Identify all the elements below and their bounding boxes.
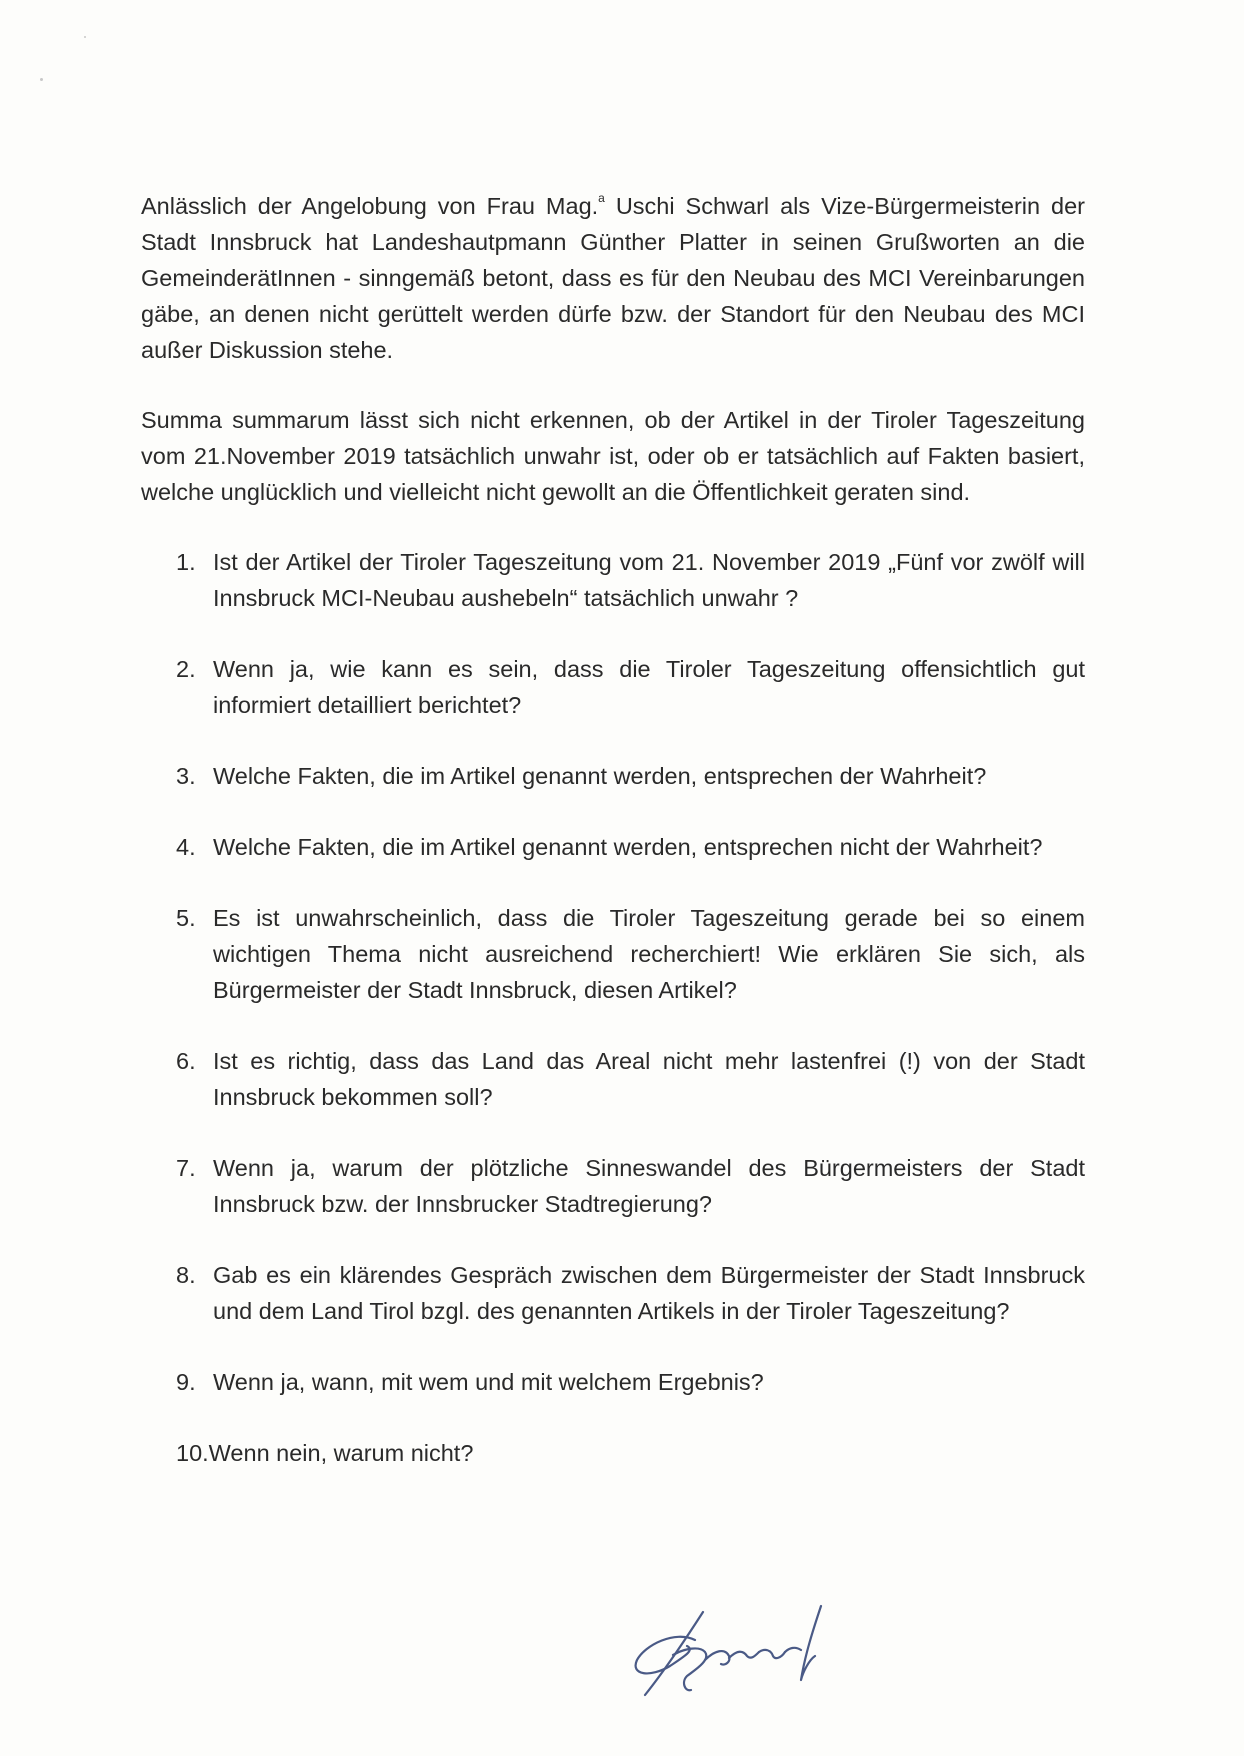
question-text: Welche Fakten, die im Artikel genannt werden, entsprechen nicht der Wahrheit?: [213, 834, 1043, 860]
question-number: 4.: [176, 834, 196, 860]
intro-text-end: Uschi Schwarl als Vize-Bürgermeisterin der Stadt Innsbruck hat Landeshautpmann Günther Platter in seinen Grußworten an die GemeinderätInnen - sinngemäß betont, dass es für den Neubau des MCI Vereinbarungen gäbe, an denen nicht gerüttelt werden dürfe bzw. der Standort für den Neubau des MCI außer Diskussion stehe.: [141, 193, 1085, 363]
question-item: [141, 1435, 1085, 1471]
question-text: Welche Fakten, die im Artikel genannt werden, entsprechen der Wahrheit?: [213, 763, 987, 789]
question-number: 1.: [176, 549, 196, 575]
scan-speck: [40, 78, 43, 81]
question-item: [141, 900, 1085, 1008]
intro-paragraph: [141, 188, 1085, 368]
question-text: Wenn ja, wie kann es sein, dass die Tiroler Tageszeitung offensichtlich gut informiert detailliert berichtet?: [213, 656, 1085, 718]
question-number: 2.: [176, 656, 196, 682]
question-text: Gab es ein klärendes Gespräch zwischen dem Bürgermeister der Stadt Innsbruck und dem Land Tirol bzgl. des genannten Artikels in der Tiroler Tageszeitung?: [213, 1262, 1085, 1324]
question-text: Wenn nein, warum nicht?: [208, 1440, 474, 1466]
intro-text-start: Anlässlich der Angelobung von Frau Mag.: [141, 193, 599, 219]
question-item: [141, 1150, 1085, 1222]
question-item: [141, 829, 1085, 865]
question-text: Ist es richtig, dass das Land das Areal nicht mehr lastenfrei (!) von der Stadt Innsbruck bekommen soll?: [213, 1048, 1085, 1110]
handwritten-signature: [625, 1600, 855, 1710]
superscript-a: a: [598, 191, 605, 205]
question-text: Es ist unwahrscheinlich, dass die Tiroler Tageszeitung gerade bei so einem wichtigen Thema nicht ausreichend recherchiert! Wie erklären Sie sich, als Bürgermeister der Stadt Innsbruck, diesen Artikel?: [213, 905, 1085, 1003]
document-body: [141, 188, 1085, 1506]
question-item: [141, 1364, 1085, 1400]
question-list: [141, 544, 1085, 1471]
question-item: [141, 1043, 1085, 1115]
question-number: 5.: [176, 905, 196, 931]
question-text: Wenn ja, wann, mit wem und mit welchem Ergebnis?: [213, 1369, 764, 1395]
question-number: 10.: [176, 1440, 209, 1466]
question-number: 6.: [176, 1048, 196, 1074]
question-item: [141, 758, 1085, 794]
question-text: Wenn ja, warum der plötzliche Sinneswandel des Bürgermeisters der Stadt Innsbruck bzw. der Innsbrucker Stadtregierung?: [213, 1155, 1085, 1217]
scan-speck: [84, 36, 86, 38]
question-number: 3.: [176, 763, 196, 789]
question-number: 9.: [176, 1369, 196, 1395]
question-number: 7.: [176, 1155, 196, 1181]
question-item: [141, 544, 1085, 616]
question-item: [141, 651, 1085, 723]
question-number: 8.: [176, 1262, 196, 1288]
question-item: [141, 1257, 1085, 1329]
summary-paragraph: Summa summarum lässt sich nicht erkennen, ob der Artikel in der Tiroler Tageszeitung vom 21.November 2019 tatsächlich unwahr ist, oder ob er tatsächlich auf Fakten basiert, welche unglücklich und vielleicht nicht gewollt an die Öffentlichkeit geraten sind.: [141, 407, 1085, 505]
question-text: Ist der Artikel der Tiroler Tageszeitung vom 21. November 2019 „Fünf vor zwölf will Innsbruck MCI-Neubau aushebeln“ tatsächlich unwahr ?: [213, 549, 1085, 611]
